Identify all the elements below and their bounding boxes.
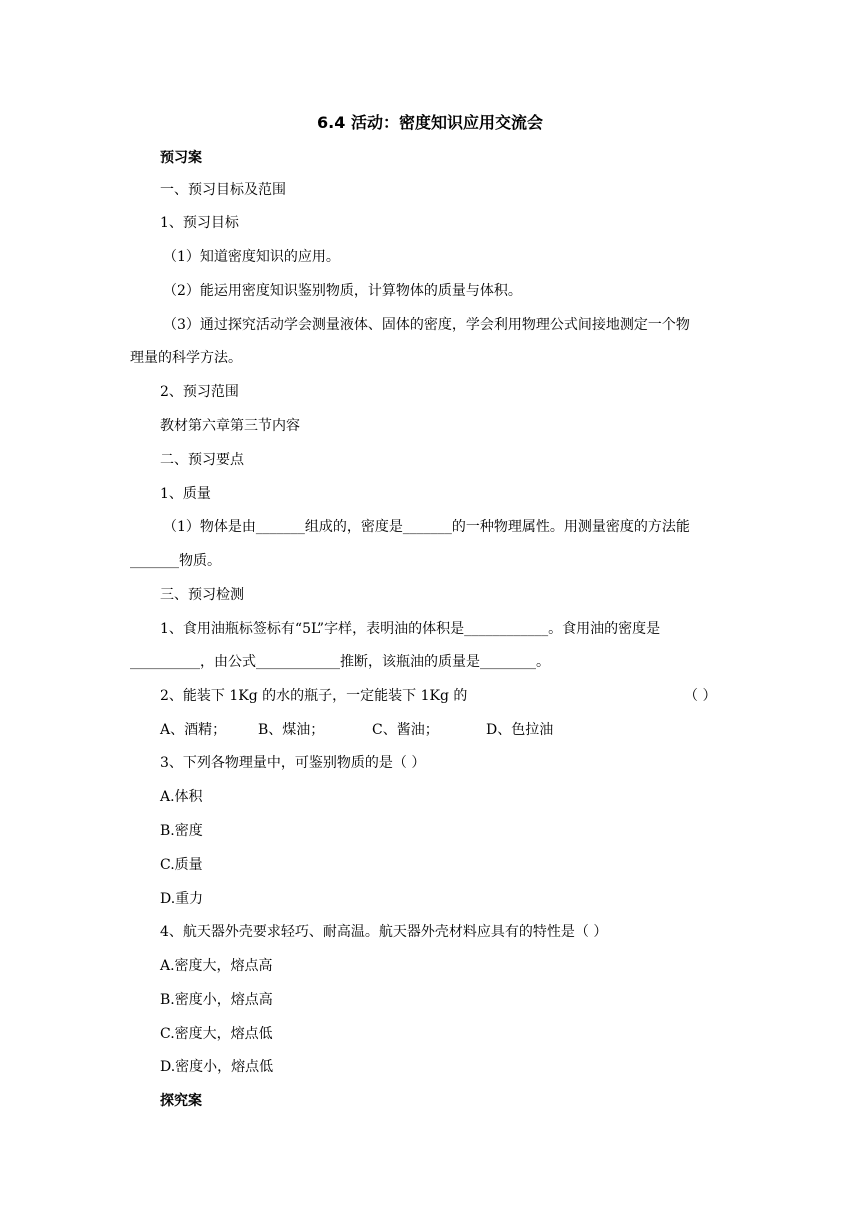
- question-2-answer-bracket: （ ）: [684, 688, 717, 704]
- option-c: C、酱油；: [372, 722, 439, 738]
- question-1-line1: 1、食用油瓶标签标有“5L”字样，表明油的体积是____________。食用油的密度是: [160, 621, 661, 637]
- question-2-stem: 2、能装下 1Kg 的水的瓶子，一定能装下 1Kg 的: [160, 688, 468, 704]
- question-2-options: [160, 720, 730, 740]
- part1-heading: 一、预习目标及范围: [160, 182, 286, 198]
- option-b: B、煤油；: [258, 722, 325, 738]
- point-1-line2: _______物质。: [130, 553, 221, 569]
- point-1-line1: （1）物体是由_______组成的，密度是_______的一种物理属性。用测量密度的方法能: [163, 519, 690, 535]
- point-heading: 1、质量: [160, 486, 211, 502]
- question-3-option-c: C.质量: [160, 857, 203, 873]
- explore-heading: 探究案: [160, 1093, 202, 1109]
- prestudy-heading: 预习案: [160, 150, 202, 166]
- question-4-option-c: C.密度大，熔点低: [160, 1026, 273, 1042]
- goal-3-line1: （3）通过探究活动学会测量液体、固体的密度，学会利用物理公式间接地测定一个物: [163, 317, 690, 333]
- part3-heading: 三、预习检测: [160, 587, 244, 603]
- question-3-option-b: B.密度: [160, 823, 203, 839]
- range-heading: 2、预习范围: [160, 384, 239, 400]
- question-1-line2: __________，由公式____________推断，该瓶油的质量是________。: [130, 654, 550, 670]
- goal-2: （2）能运用密度知识鉴别物质，计算物体的质量与体积。: [163, 283, 522, 299]
- goal-3-line2: 理量的科学方法。: [130, 350, 242, 366]
- option-a: A、酒精；: [160, 722, 227, 738]
- question-4-option-a: A.密度大，熔点高: [160, 958, 273, 974]
- question-3-stem: 3、下列各物理量中，可鉴别物质的是（ ）: [160, 755, 426, 771]
- range-text: 教材第六章第三节内容: [160, 418, 300, 434]
- page-title: 6.4 活动：密度知识应用交流会: [317, 113, 543, 132]
- part2-heading: 二、预习要点: [160, 452, 244, 468]
- question-4-stem: 4、航天器外壳要求轻巧、耐高温。航天器外壳材料应具有的特性是（ ）: [160, 924, 608, 940]
- question-4-option-b: B.密度小，熔点高: [160, 992, 273, 1008]
- option-d: D、色拉油: [486, 722, 554, 738]
- question-3-option-d: D.重力: [160, 891, 204, 907]
- question-2: [160, 686, 730, 706]
- question-3-option-a: A.体积: [160, 789, 203, 805]
- question-4-option-d: D.密度小，熔点低: [160, 1059, 274, 1075]
- goal-heading: 1、预习目标: [160, 215, 239, 231]
- goal-1: （1）知道密度知识的应用。: [163, 249, 340, 265]
